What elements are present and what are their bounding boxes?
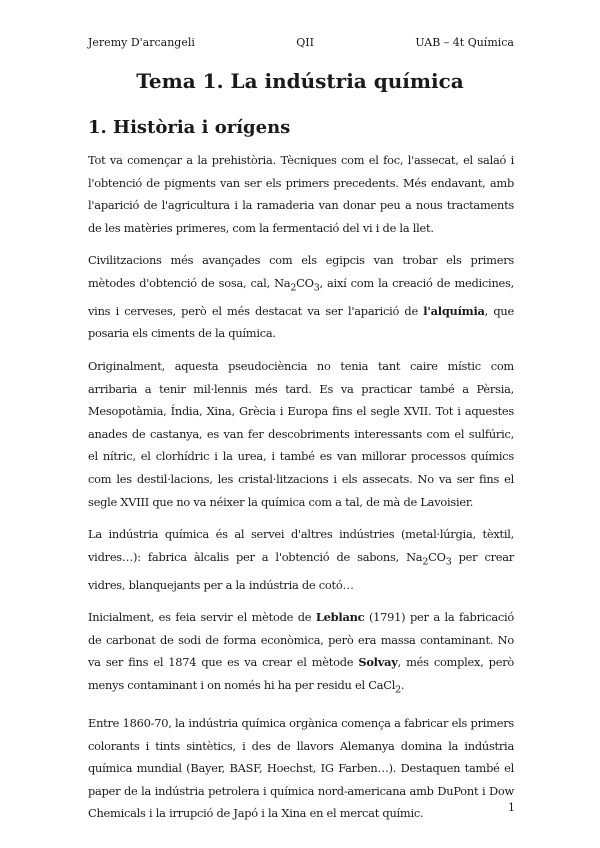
body-text [88, 149, 514, 835]
header-author: Jeremy D'arcangeli [88, 36, 195, 49]
document-title: Tema 1. La indústria química [136, 69, 464, 93]
term-leblanc: Leblanc [315, 610, 365, 625]
paragraph-1: Tot va començar a la prehistòria. Tècniques com el foc, l'assecat, el salaó i l'obtenció de pigments van ser els primers precedents. Més endavant, amb l'aparició de l'agricultura i la ramaderia van donar peu a nous tractaments de les matèries primeres, com la fermentació del vi i de la llet. [88, 153, 514, 235]
section-heading: 1. Història i orígens [88, 117, 291, 138]
term-alquimia: l'alquímia [423, 303, 485, 318]
header-course: QII [296, 36, 314, 49]
paragraph-2: Civilitzacions més avançades com els egipcis van trobar els primers mètodes d'obtenció de sosa, cal, $Na_2CO_3$, així com la creació de medicines, vins i cerveses, però el més destacat va ser l'aparició de l'alquímia, que posaria els ciments de la química. [88, 253, 514, 341]
paragraph-5: Inicialment, es feia servir el mètode de Leblanc (1791) per a la fabricació de carbonat de sodi de forma econòmica, però era massa contaminant. No va ser fins el 1874 que es va crear el mètode Solvay, més complex, però menys contaminant i on només hi ha per residu el CaCl$_2$. [88, 610, 515, 696]
paragraph-6: Entre 1860-70, la indústria química orgànica comença a fabricar els primers colorants i tints sintètics, i des de llavors Alemanya domina la indústria química mundial (Bayer, BASF, Hoechst, IG Farben…). Destaquen també el paper de la indústria petrolera i química nord-americana amb DuPont i Dow Chemicals i la irrupció de Japó i la Xina en el mercat químic. [88, 715, 514, 821]
running-header [88, 36, 514, 50]
term-solvay: Solvay [358, 655, 398, 670]
header-institution: UAB – 4t Química [415, 36, 514, 49]
page-number: 1 [508, 801, 515, 814]
paragraph-3: Originalment, aquesta pseudociència no tenia tant caire místic com arribaria a tenir mil·lennis més tard. Es va practicar també a Pèrsia, Mesopotàmia, Índia, Xina, Grècia i Europa fins el segle XVII. Tot i aquestes anades de castanya, es van fer descobriments interessants com el sulfúric, el nítric, el clorhídric i la urea, i també es van millorar processos químics com les destil·lacions, les cristal·litzacions i els assecats. No va ser fins el segle XVIII que no va néixer la química com a tal, de mà de Lavoisier. [88, 359, 514, 509]
paragraph-4: La indústria química és al servei d'altres indústries (metal·lúrgia, tèxtil, vidres…): fabrica àlcalis per a l'obtenció de sabons, $Na_2CO_3$ per crear vidres, blanquejants per a la indústria de cotó… [88, 527, 514, 592]
